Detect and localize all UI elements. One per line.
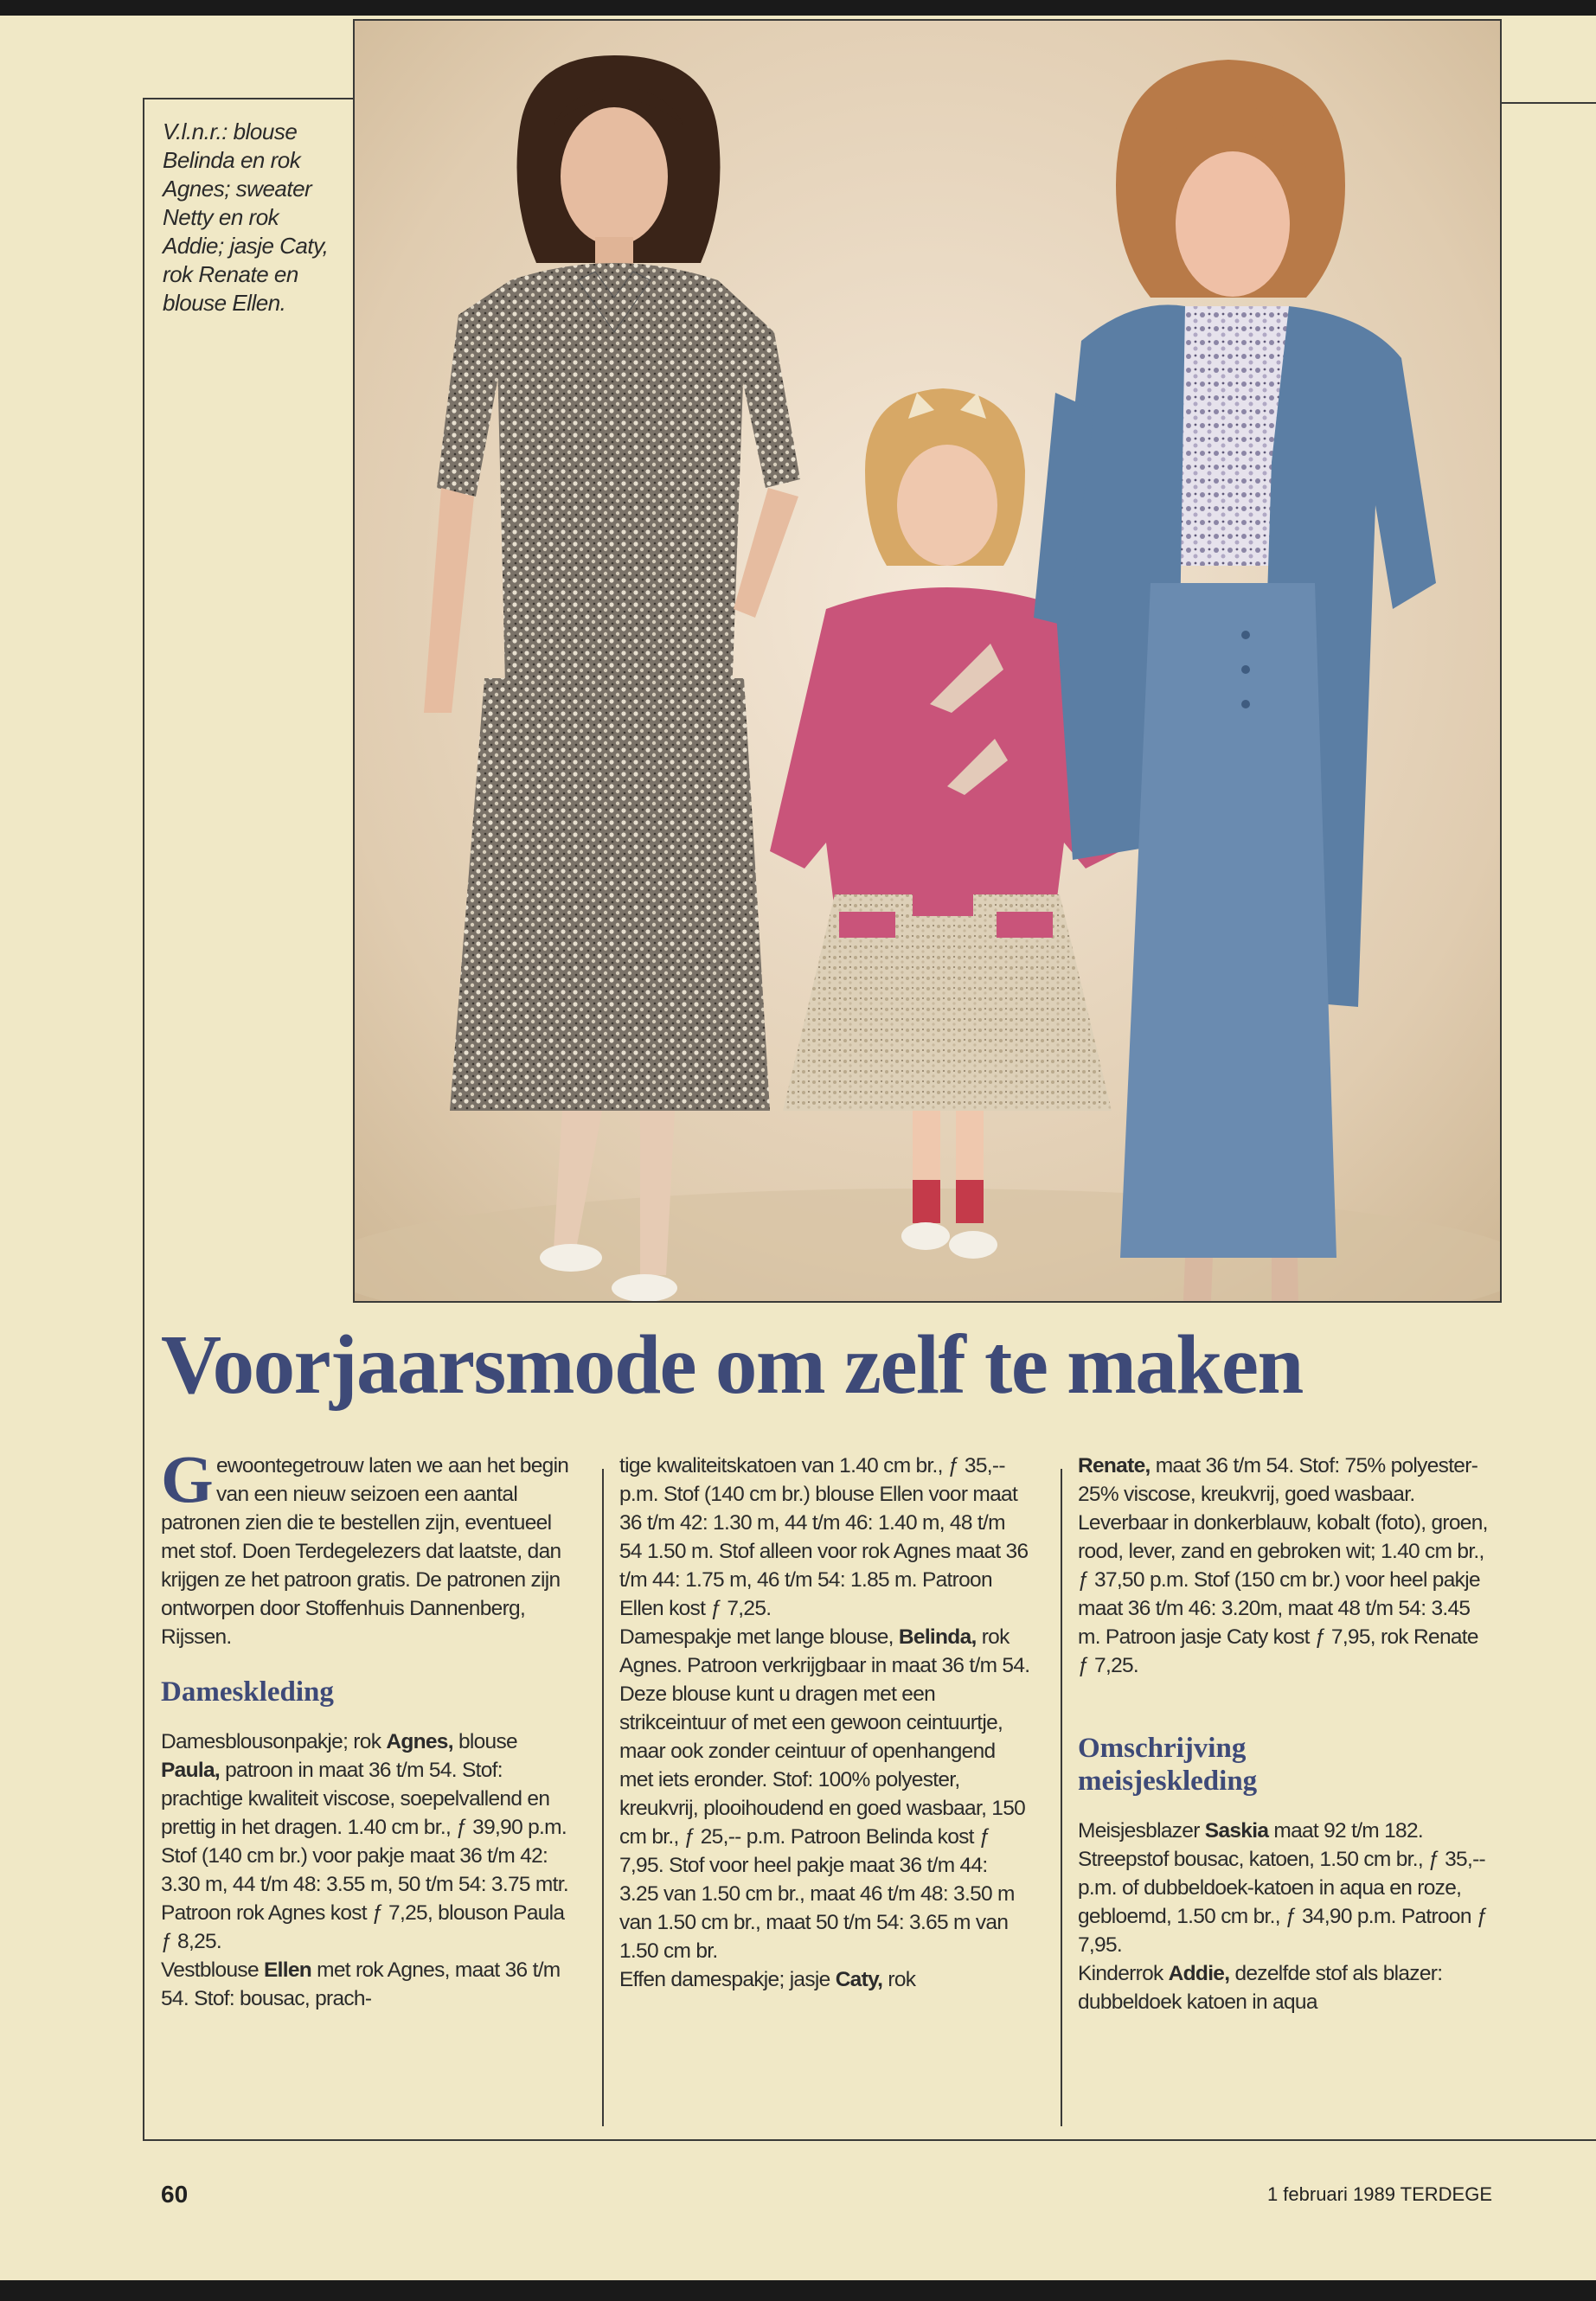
footer-rule: [143, 2139, 1596, 2141]
dames-paragraph-1: [161, 1727, 572, 1956]
right-top-rule: [1500, 102, 1596, 104]
text-run: blouse: [452, 1730, 517, 1753]
text-run: Vestblouse: [161, 1958, 264, 1982]
text-run: Damespakje met lange blouse,: [619, 1625, 899, 1649]
caption-top-rule: [143, 98, 353, 99]
drop-cap: G: [161, 1441, 213, 1516]
col2-paragraph-2: [619, 1623, 1030, 1965]
text-run: met rok Agnes, maat 36 t/m 54. Stof: bousac, prach-: [161, 1958, 561, 2010]
text-column-1: [161, 1441, 572, 2013]
text-run: patroon in maat 36 t/m 54. Stof: prachtige kwaliteit viscose, soepelvallend en prettig in het dragen. 1.40 cm br., ƒ 39,90 p.m. Stof (140 cm br.) voor pakje maat 36 t/m 42: 3.30 m, 44 t/m 48: 3.55 m, 50 t/m 54: 3.75 mtr. Patroon rok Agnes kost ƒ 7,25, blouson Paula ƒ 8,25.: [161, 1759, 568, 1953]
fashion-photo: [353, 19, 1502, 1303]
col2-paragraph-1: tige kwaliteitskatoen van 1.40 cm br., ƒ 35,-- p.m. Stof (140 cm br.) blouse Ellen voor maat 36 t/m 42: 1.30 m, 44 t/m 46: 1.40 m, 48 t/m 54 1.50 m. Stof alleen voor rok Agnes maat 36 t/m 44: 1.75 m, 46 t/m 54: 1.85 m. Patroon Ellen kost ƒ 7,25.: [619, 1454, 1029, 1620]
text-run: dezelfde stof als blazer: dubbeldoek katoen in aqua: [1078, 1962, 1443, 2014]
bold-name-agnes: Agnes,: [386, 1730, 453, 1753]
intro-text: ewoontegetrouw laten we aan het begin van een nieuw seizoen een aantal patronen zien die te bestellen zijn, eventueel met stof. Doen Terdegelezers dat laatste, dan krijgen ze het patroon gratis. De patronen zijn ontworpen door Stoffenhuis Dannenberg, Rijssen.: [161, 1454, 569, 1649]
intro-paragraph: [161, 1441, 572, 1651]
issue-footer: 1 februari 1989 TERDEGE: [1266, 2183, 1492, 2205]
text-column-3: [1078, 1452, 1489, 2016]
text-run: Damesblousonpakje; rok: [161, 1730, 387, 1753]
bold-name-renate: Renate,: [1078, 1454, 1151, 1477]
section-heading-dameskleding: Dameskleding: [161, 1676, 334, 1708]
section-heading-meisjeskleding: Omschrijving meisjeskleding: [1078, 1733, 1258, 1797]
magazine-page: [0, 16, 1596, 2280]
dames-paragraph-2: [161, 1956, 572, 2013]
column-rule-1: [602, 1469, 604, 2126]
text-run: maat 36 t/m 54. Stof: 75% polyester-25% viscose, kreukvrij, goed wasbaar. Leverbaar in donkerblauw, kobalt (foto), groen, rood, lever, zand en gebroken wit; 1.40 cm br., ƒ 37,50 p.m. Stof (150 cm br.) voor heel pakje maat 36 t/m 46: 3.20m, maat 48 t/m 54: 3.45 m. Patroon jasje Caty kost ƒ 7,95, rok Renate ƒ 7,25.: [1078, 1454, 1488, 1677]
fashion-photo-illustration: [355, 21, 1500, 1301]
text-run: maat 92 t/m 182. Streepstof bousac, katoen, 1.50 cm br., ƒ 35,-- p.m. of dubbeldoek-katoen in aqua en roze, gebloemd, 1.50 cm br., ƒ 34,90 p.m. Patroon ƒ 7,95.: [1078, 1819, 1488, 1957]
bold-name-ellen: Ellen: [263, 1958, 312, 1982]
bold-name-caty: Caty,: [835, 1968, 883, 1991]
col2-paragraph-3: [619, 1965, 1030, 1994]
article-headline: Voorjaarsmode om zelf te maken: [161, 1318, 1303, 1411]
left-margin-rule: [143, 98, 144, 2139]
col3-paragraph-3: [1078, 1959, 1489, 2016]
col3-paragraph-1: [1078, 1452, 1489, 1680]
col3-paragraph-2: [1078, 1817, 1489, 1959]
text-run: rok Agnes. Patroon verkrijgbaar in maat 36 t/m 54. Deze blouse kunt u dragen met een strikceintuur of met een gewoon ceintuurtje, maar ook zonder ceintuur of openhangend met iets eronder. Stof: 100% polyester, kreukvrij, plooihoudend en goed wasbaar, 150 cm br., ƒ 25,-- p.m. Patroon Belinda kost ƒ 7,95. Stof voor heel pakje maat 36 t/m 44: 3.25 van 1.50 cm br., maat 46 t/m 48: 3.50 m van 1.50 cm br., maat 50 t/m 54: 3.65 m van 1.50 cm br.: [619, 1625, 1030, 1963]
bold-name-belinda: Belinda,: [898, 1625, 977, 1649]
page-number: 60: [161, 2181, 189, 2208]
bold-name-paula: Paula,: [161, 1759, 220, 1782]
text-run: Effen damespakje; jasje: [619, 1968, 836, 1991]
column-rule-2: [1061, 1469, 1062, 2126]
bold-name-saskia: Saskia: [1204, 1819, 1269, 1843]
text-run: Meisjesblazer: [1078, 1819, 1205, 1843]
bold-name-addie: Addie,: [1168, 1962, 1230, 1985]
photo-caption: V.l.n.r.: blouse Belinda en rok Agnes; sweater Netty en rok Addie; jasje Caty, rok Renate en blouse Ellen.: [163, 119, 329, 316]
text-run: rok: [882, 1968, 916, 1991]
text-run: Kinderrok: [1078, 1962, 1169, 1985]
text-column-2: [619, 1452, 1030, 1994]
